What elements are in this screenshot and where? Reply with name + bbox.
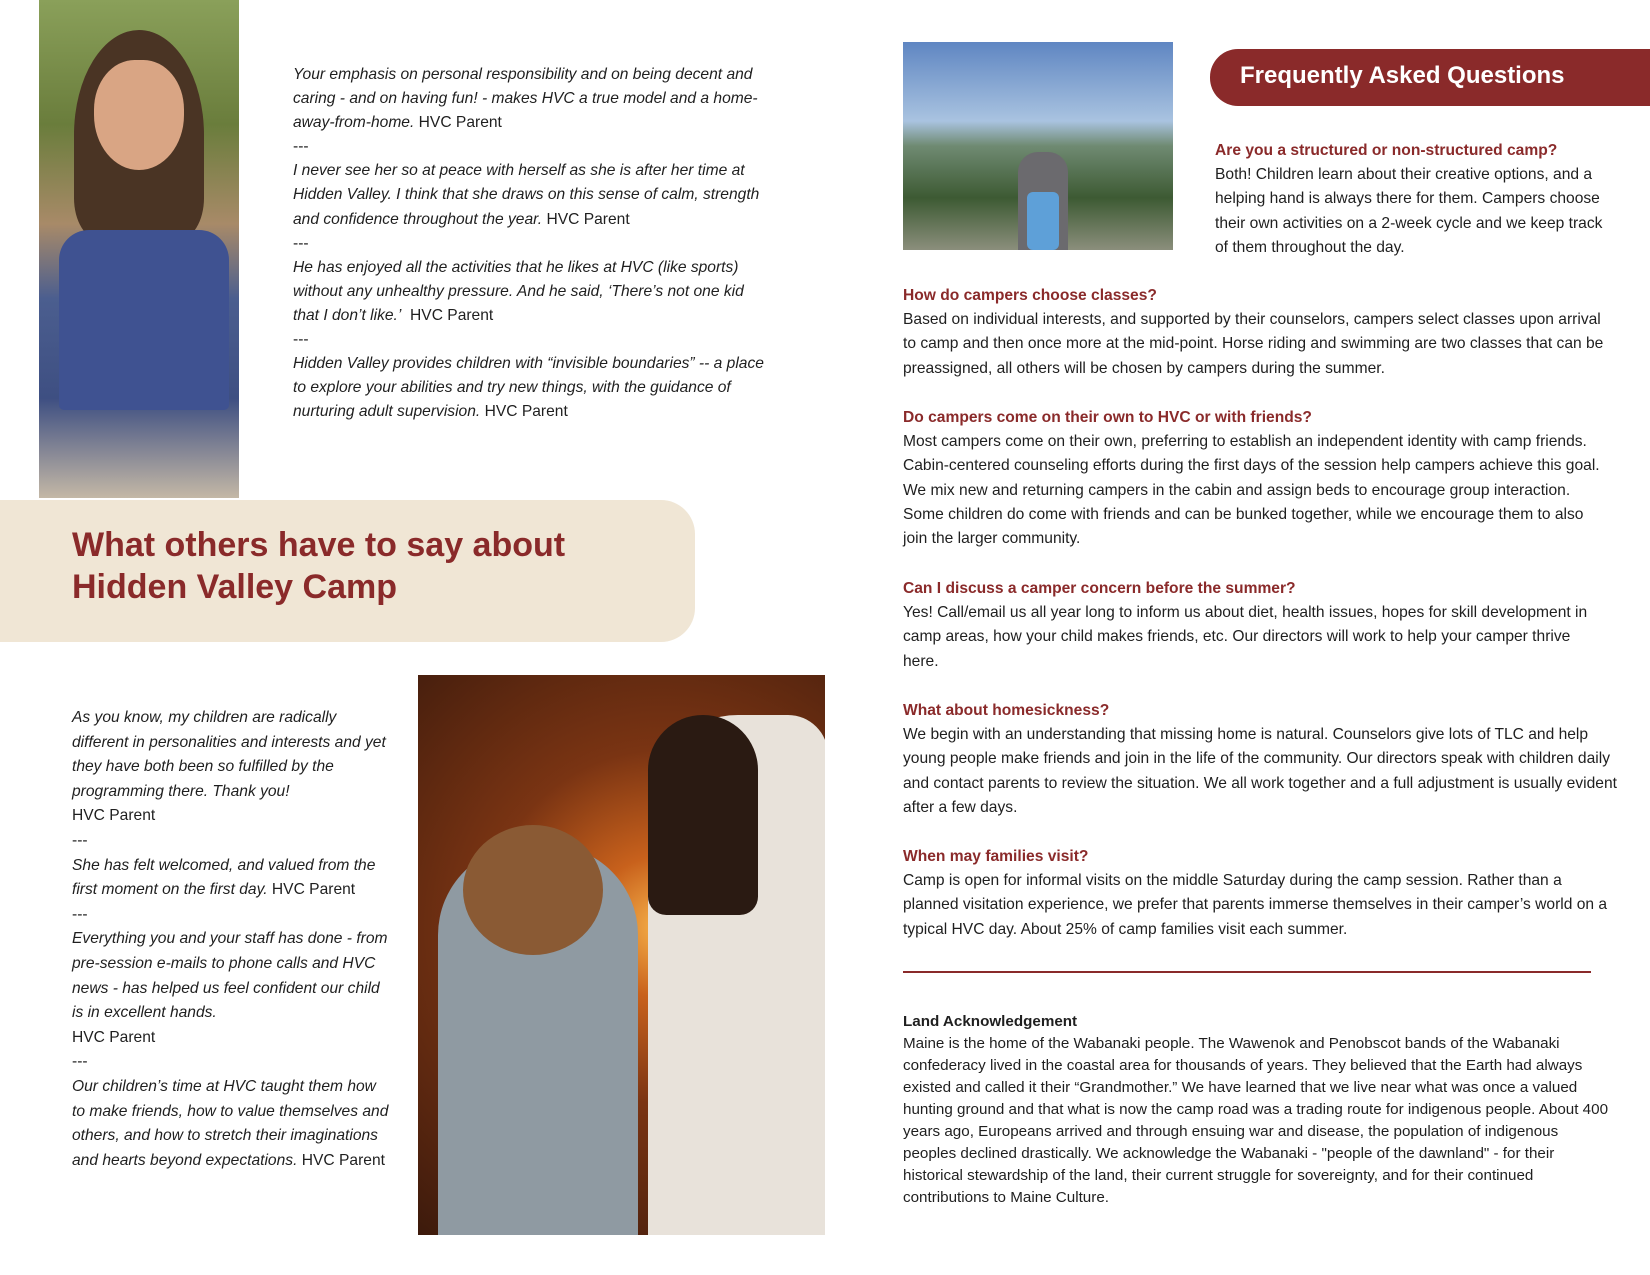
testimonial-quote: Our children’s time at HVC taught them how to make friends, how to value themselves and others, and how to stretch their imaginations and hearts beyond expectations. <box>72 1077 389 1169</box>
faq-header <box>1210 49 1650 106</box>
faq-answer: We begin with an understanding that missing home is natural. Counselors give lots of TLC and help young people make friends and join in the life of the community. Our directors speak with children daily and contact parents to review the situation. We all work together and a full adjustment is usually evident after a few days. <box>903 726 1617 816</box>
testimonial-quote: I never see her so at peace with herself as she is after her time at Hidden Valley. I think that she draws on this sense of calm, strength and confidence throughout the year. <box>293 162 760 228</box>
testimonial <box>293 256 773 328</box>
faq-item <box>903 406 1608 551</box>
testimonial-quote: Your emphasis on personal responsibility and on being decent and caring - and on having fun! - makes HVC a true model and a home-away-from-home. <box>293 66 758 132</box>
land-text: Maine is the home of the Wabanaki people. The Wawenok and Penobscot bands of the Wabanaki confederacy lived in the coastal area for thousands of years. They believed that the Earth had always existed and called it their “Grandmother.” We have learned that we live near what was once a valued hunting ground and that what is now the camp road was a trading route for indigenous people. About 400 years ago, Europeans arrived and through ensuing war and disease, the population of indigenous peoples declined drastically. We acknowledge the Wabanaki - "people of the dawnland" - for their historical stewardship of the land, their current struggle for sovereignty, and for their continued contributions to Maine Culture. <box>903 1035 1609 1206</box>
testimonial-author: HVC Parent <box>271 881 356 899</box>
faq-answer: Yes! Call/email us all year long to inform us about diet, health issues, hopes for skill development in camp areas, how your child makes friends, etc. Our directors will work to help your camper thrive here. <box>903 604 1588 670</box>
divider <box>903 971 1591 973</box>
testimonials-bottom <box>72 706 392 1173</box>
section-title: What others have to say about Hidden Valley Camp <box>72 526 566 606</box>
land-acknowledgement <box>903 1011 1613 1209</box>
photo-hiker-mountain <box>903 42 1173 250</box>
faq-answer: Based on individual interests, and supported by their counselors, campers select classes upon arrival to camp and then once more at the mid-point. Horse riding and swimming are two classes that can be preassigned, all others will be chosen by campers during the summer. <box>903 311 1604 377</box>
separator: --- <box>72 831 88 849</box>
faq-answer: Both! Children learn about their creative options, and a helping hand is always there for them. Campers choose their own activities on a 2-week cycle and we keep track of them throughout the day. <box>1215 166 1603 256</box>
faq-item <box>1215 139 1615 260</box>
separator: --- <box>72 905 88 923</box>
faq-answer: Most campers come on their own, preferring to establish an independent identity with camp friends. Cabin-centered counseling efforts during the first days of the session help campers achieve this goal. We mix new and returning campers in the cabin and assign beds to encourage group interaction. Some children do come with friends and can be bunked together, while we encourage them to also join the larger community. <box>903 433 1600 548</box>
testimonial-author: HVC Parent <box>301 1151 385 1169</box>
testimonial <box>293 352 773 424</box>
testimonial-author: HVC Parent <box>484 403 568 421</box>
testimonial <box>72 927 392 1050</box>
faq-question: Can I discuss a camper concern before the summer? <box>903 580 1296 597</box>
faq-question: What about homesickness? <box>903 702 1110 719</box>
faq-item <box>903 699 1618 820</box>
testimonial-quote: She has felt welcomed, and valued from the first moment on the first day. <box>72 856 376 899</box>
testimonial-quote: He has enjoyed all the activities that he likes at HVC (like sports) without any unhealthy pressure. And he said, ‘There’s not one kid that I don’t like.’ <box>293 258 744 324</box>
testimonial-quote: As you know, my children are radically different in personalities and interests and yet they have both been so fulfilled by the programming there. Thank you! <box>72 709 386 800</box>
separator: --- <box>72 1053 88 1071</box>
testimonial <box>293 63 773 135</box>
faq-question: How do campers choose classes? <box>903 287 1157 304</box>
testimonial <box>72 1075 392 1173</box>
separator: --- <box>293 138 309 156</box>
testimonial <box>293 159 773 231</box>
testimonial-author: HVC Parent <box>72 807 156 825</box>
testimonial-author: HVC Parent <box>418 114 502 132</box>
testimonial <box>72 854 392 903</box>
faq-item <box>903 284 1618 381</box>
testimonial-quote: Hidden Valley provides children with “invisible boundaries” -- a place to explore your abilities and try new things, with the guidance of nurturing adult supervision. <box>293 355 764 421</box>
land-title: Land Acknowledgement <box>903 1013 1078 1030</box>
faq-question: Are you a structured or non-structured camp? <box>1215 142 1558 159</box>
section-banner <box>0 500 695 642</box>
testimonial <box>72 706 392 829</box>
testimonials-top <box>293 63 773 424</box>
testimonial-quote: Everything you and your staff has done - from pre-session e-mails to phone calls and HVC news - has helped us feel confident our child is in excellent hands. <box>72 930 388 1022</box>
faq-title: Frequently Asked Questions <box>1240 62 1565 89</box>
faq-question: When may families visit? <box>903 848 1089 865</box>
photo-glassblowing <box>418 675 825 1235</box>
testimonial-author: HVC Parent <box>72 1028 156 1046</box>
photo-girl-holding-frog <box>39 0 239 498</box>
faq-answer: Camp is open for informal visits on the middle Saturday during the camp session. Rather than a planned visitation experience, we prefer that parents immerse themselves in their camper’s world on a typical HVC day. About 25% of camp families visit each summer. <box>903 872 1608 938</box>
testimonial-author: HVC Parent <box>546 210 630 228</box>
faq-question: Do campers come on their own to HVC or with friends? <box>903 409 1312 426</box>
separator: --- <box>293 331 309 349</box>
separator: --- <box>293 234 309 252</box>
faq-item <box>903 845 1608 942</box>
testimonial-author: HVC Parent <box>410 306 494 324</box>
faq-item <box>903 577 1608 674</box>
